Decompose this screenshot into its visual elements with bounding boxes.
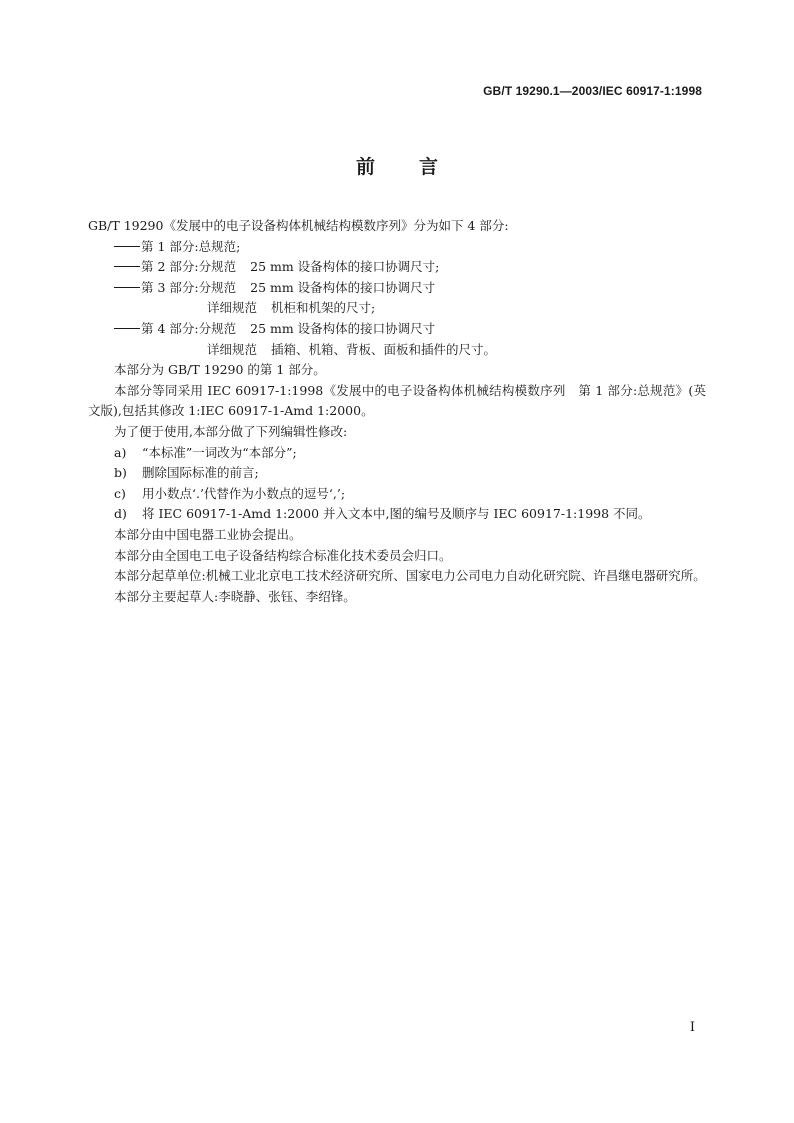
edits-intro: 为了便于使用,本部分做了下列编辑性修改: [114,423,348,439]
edit-item-c: c) 用小数点‘.’代替作为小数点的逗号‘,’; [114,485,346,501]
edit-item-b: b) 删除国际标准的前言; [114,465,259,481]
proposed-by-paragraph: 本部分由中国电器工业协会提出。 [114,526,302,542]
part-3-item: 第 3 部分:分规范 25 mm 设备构体的接口协调尺寸 [88,278,706,299]
this-part-paragraph: 本部分为 GB/T 19290 的第 1 部分。 [114,362,326,378]
part-4-detail: 详细规范 插箱、机箱、背板、面板和插件的尺寸。 [207,341,497,357]
dash-mark [114,266,140,267]
edit-item-d: d) 将 IEC 60917-1-Amd 1:2000 并入文本中,图的编号及顺序与 IEC 60917-1:1998 不同。 [114,506,651,522]
page-title [0,152,794,179]
adoption-paragraph: 本部分等同采用 IEC 60917-1:1998《发展中的电子设备构体机械结构模数序列 第 1 部分:总规范》(英文版),包括其修改 1:IEC 60917-1-Amd 1:2000。 [88,382,706,419]
dash-mark [114,246,140,247]
intro-paragraph: GB/T 19290《发展中的电子设备构体机械结构模数序列》分为如下 4 部分: [88,218,509,233]
page-number: I [689,1020,695,1035]
part-2-item: 第 2 部分:分规范 25 mm 设备构体的接口协调尺寸; [88,257,706,278]
dash-mark [114,287,140,288]
part-4-item: 第 4 部分:分规范 25 mm 设备构体的接口协调尺寸 [88,319,706,340]
document-body [88,216,706,607]
managed-by-paragraph: 本部分由全国电工电子设备结构综合标准化技术委员会归口。 [114,547,452,563]
drafters-paragraph: 本部分主要起草人:李晓静、张钰、李绍锋。 [114,588,356,604]
drafting-units-paragraph: 本部分起草单位:机械工业北京电工技术经济研究所、国家电力公司电力自动化研究院、许昌继电器研究所。 [114,568,706,584]
title-char-1: 前 [355,156,375,178]
part-1-item: 第 1 部分:总规范; [88,237,706,258]
title-char-2: 言 [419,156,439,178]
standard-code: GB/T 19290.1—2003/IEC 60917-1:1998 [483,84,702,98]
edit-item-a: a) “本标准”一词改为“本部分”; [114,444,297,460]
part-3-detail: 详细规范 机柜和机架的尺寸; [207,300,376,316]
dash-mark [114,328,140,329]
